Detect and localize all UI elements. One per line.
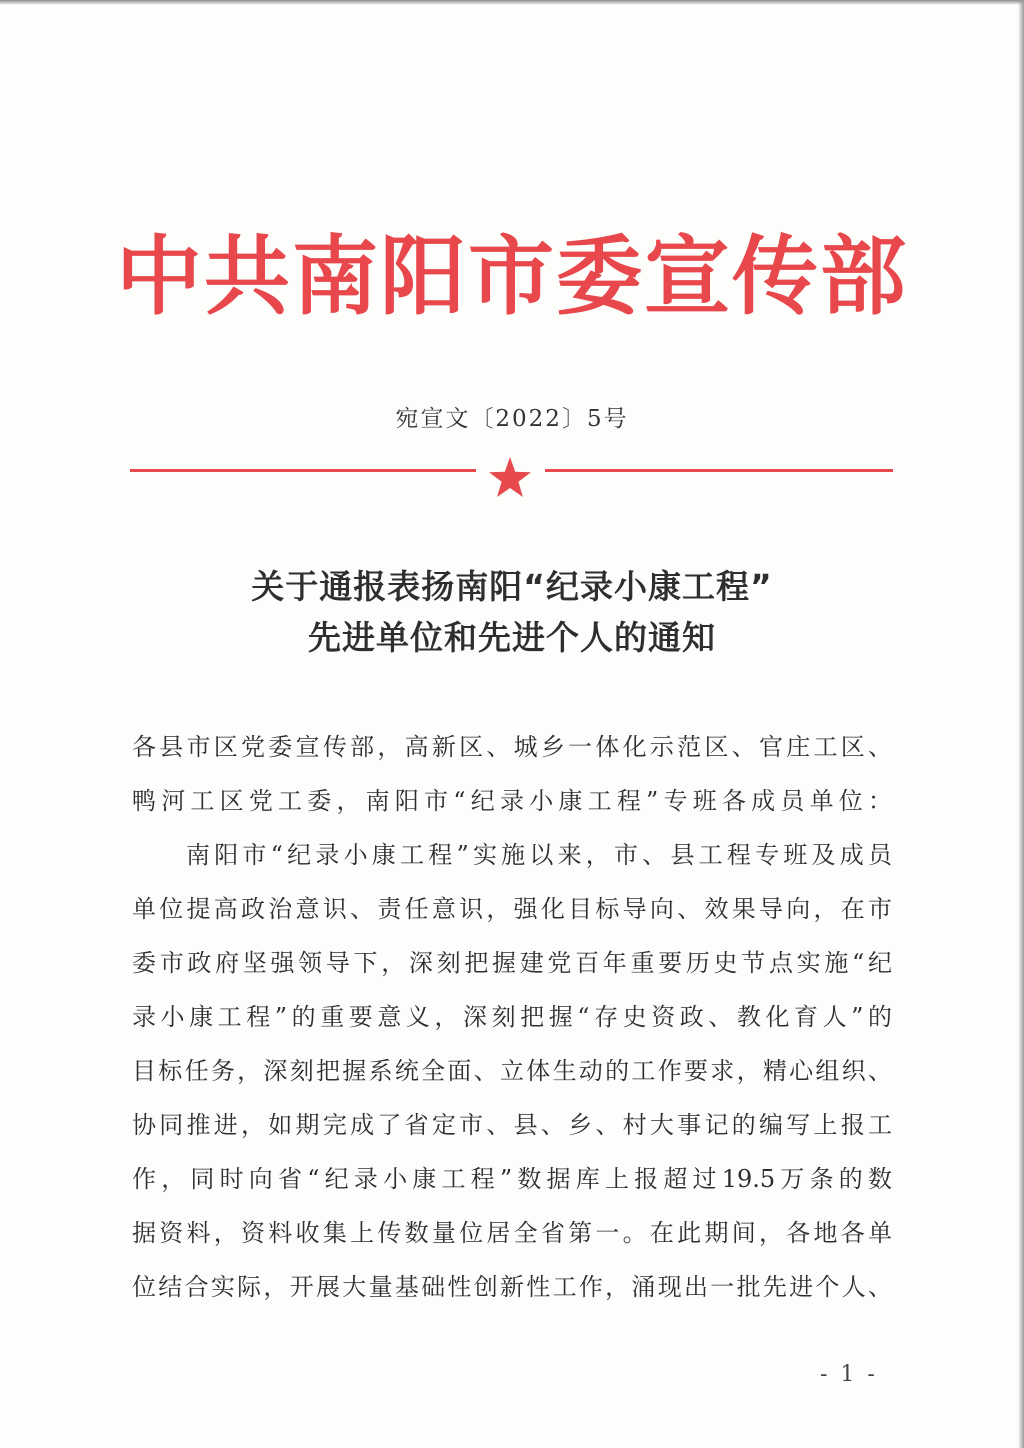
body-line-2: 单位提高政治意识、责任意识，强化目标导向、效果导向，在市 [132, 895, 892, 923]
body-line-4: 录小康工程”的重要意义，深刻把握“存史资政、教化育人”的 [132, 1003, 892, 1031]
agency-header: 中共南阳市委宣传部 [116, 227, 908, 327]
body-line-9: 位结合实际，开展大量基础性创新性工作，涌现出一批先进个人、 [132, 1273, 892, 1301]
salutation-line-1: 各县市区党委宣传部，高新区、城乡一体化示范区、官庄工区、 [132, 733, 892, 761]
body-line-1: 南阳市“纪录小康工程”实施以来，市、县工程专班及成员 [186, 841, 892, 869]
body-line-3: 委市政府坚强领导下，深刻把握建党百年重要历史节点实施“纪 [132, 949, 892, 977]
page-number: - 1 - [820, 1362, 878, 1387]
star-shape [489, 457, 531, 497]
body-line-6: 协同推进，如期完成了省定市、县、乡、村大事记的编写上报工 [132, 1111, 892, 1139]
star-icon [488, 456, 532, 498]
scan-edge [1018, 0, 1024, 1448]
scan-edge [0, 0, 1024, 5]
document-title-line-1: 关于通报表扬南阳“纪录小康工程” [251, 567, 773, 606]
document-number: 宛宣文〔2022〕5号 [395, 406, 629, 432]
red-divider-left [130, 469, 476, 472]
body-line-5: 目标任务，深刻把握系统全面、立体生动的工作要求，精心组织、 [132, 1057, 892, 1085]
body-line-8: 据资料，资料收集上传数量位居全省第一。在此期间，各地各单 [132, 1219, 892, 1247]
salutation-line-2: 鸭河工区党工委，南阳市“纪录小康工程”专班各成员单位： [132, 787, 892, 815]
document-title-line-2: 先进单位和先进个人的通知 [308, 618, 716, 657]
body-line-7: 作，同时向省“纪录小康工程”数据库上报超过19.5万条的数 [132, 1165, 892, 1193]
red-divider-right [545, 469, 893, 472]
